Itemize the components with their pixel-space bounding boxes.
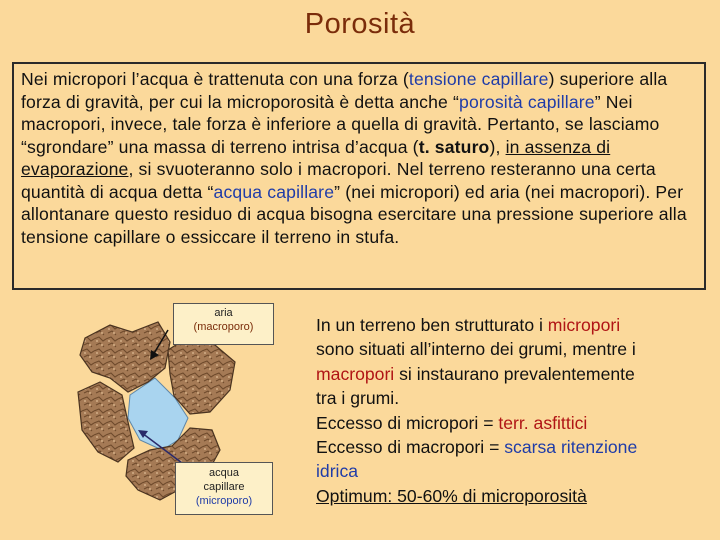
right-text: tra i grumi. — [316, 388, 400, 409]
right-text: sono situati all’interno dei grumi, mentre i — [316, 339, 636, 360]
main-paragraph-box — [12, 62, 706, 290]
right-text: Eccesso di micropori = — [316, 412, 499, 433]
paragraph-text: ” (nei micropori) ed aria (nei macropori). Per allontanare questo residuo di acqua bisogna esercitare una pressione superiore alla tensione capillare o essiccare il terreno in stufa. — [21, 181, 687, 247]
paragraph-text: ” Nei macropori, invece, tale forza è inferiore a quella di gravità. Pertanto, se lasciamo “sgrondare” una massa di terreno intrisa d’acqua ( — [21, 91, 660, 157]
right-text-block — [316, 313, 716, 508]
paragraph-term-evaporazione: in assenza di evaporazione — [21, 136, 611, 179]
paragraph-term-acqua-capillare: acqua capillare — [213, 181, 335, 202]
air-label-line1: aria — [214, 307, 233, 319]
air-label-line2: (macroporo) — [193, 321, 254, 333]
right-term-asfittici: terr. asfittici — [498, 412, 588, 433]
paragraph-term-saturo: t. saturo — [418, 136, 490, 157]
right-term-idrica: idrica — [316, 461, 359, 482]
water-micropore-label — [175, 462, 273, 515]
paragraph-term-tensione: tensione capillare — [408, 69, 549, 89]
paragraph-text: , si svuoteranno solo i macropori. Nel terreno resteranno una certa quantità di acqua detta “ — [21, 159, 656, 202]
right-term-micropori: micropori — [547, 315, 621, 335]
soil-aggregate-left — [78, 382, 134, 462]
water-label-line2: capillare — [203, 481, 245, 493]
right-term-ritenzione: scarsa ritenzione — [504, 437, 638, 458]
air-macropore-label — [173, 303, 274, 345]
paragraph-term-porosita: porosità capillare — [459, 91, 595, 112]
page-title: Porosità — [304, 8, 416, 40]
water-label-line3: (microporo) — [195, 495, 253, 507]
right-term-macropori: macropori — [316, 363, 395, 384]
paragraph-text: ), — [489, 136, 506, 157]
right-optimum: Optimum: 50-60% di microporosità — [316, 485, 587, 506]
right-text: In un terreno ben strutturato i — [316, 315, 548, 335]
paragraph-text: ) superiore alla forza di gravità, per cui la microporosità è detta anche “ — [21, 69, 668, 112]
right-text: si instaurano prevalentemente — [394, 363, 635, 384]
paragraph-text: Nei micropori l’acqua è trattenuta con una forza ( — [21, 69, 409, 89]
water-label-line1: acqua — [209, 467, 239, 479]
right-text: Eccesso di macropori = — [316, 437, 505, 458]
